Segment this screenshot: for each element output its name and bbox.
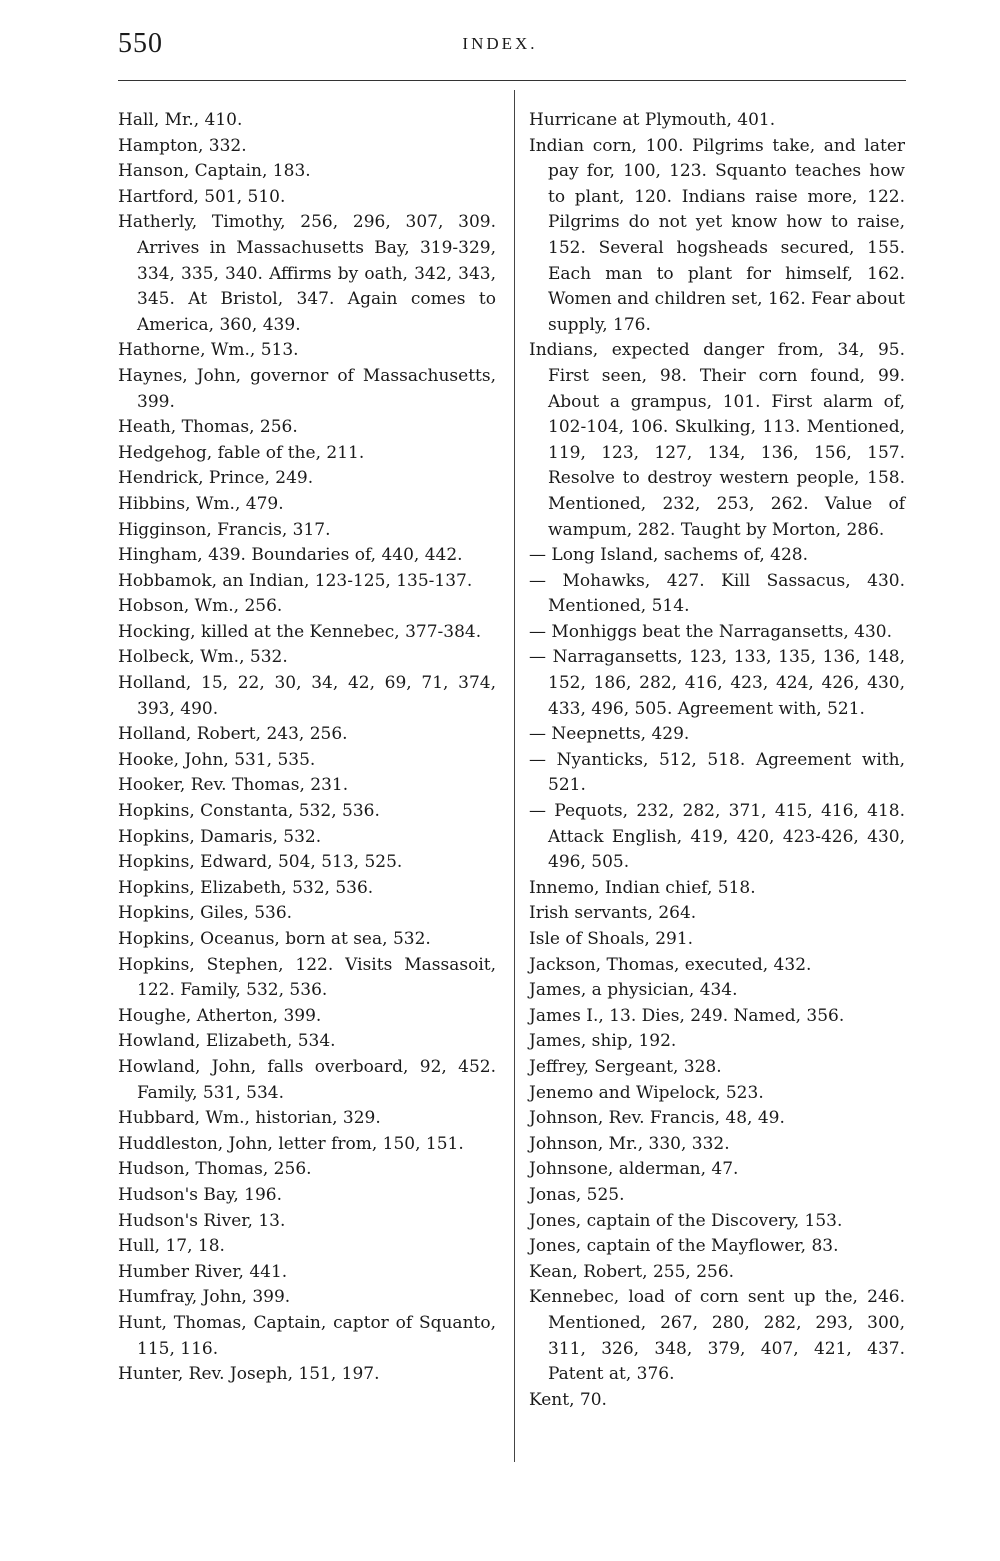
index-entry: Hobbamok, an Indian, 123-125, 135-137.	[118, 570, 473, 591]
index-entry: Hopkins, Giles, 536.	[118, 903, 293, 924]
index-entry: — Nyanticks, 512, 518. Agreement with, 521.	[529, 749, 905, 796]
index-entry: Johnsone, alderman, 47.	[529, 1159, 739, 1180]
index-entry: Heath, Thomas, 256.	[118, 417, 298, 438]
index-entry: Hopkins, Elizabeth, 532, 536.	[118, 877, 374, 898]
index-entry: Hooker, Rev. Thomas, 231.	[118, 775, 349, 796]
index-entry: — Monhiggs beat the Narragansetts, 430.	[529, 621, 893, 642]
index-entry: Hudson's River, 13.	[118, 1210, 286, 1231]
index-entry: Howland, Elizabeth, 534.	[118, 1031, 336, 1052]
index-entry: Hopkins, Oceanus, born at sea, 532.	[118, 929, 431, 949]
index-entry: Humfray, John, 399.	[118, 1287, 291, 1308]
index-entry: Hall, Mr., 410.	[118, 110, 243, 130]
index-entry: — Narragansetts, 123, 133, 135, 136, 148, 152, 186, 282, 416, 423, 424, 426, 430, 433, 496, 505. Agreement with, 521.	[529, 647, 905, 719]
index-entry: Hooke, John, 531, 535.	[118, 749, 316, 770]
index-entry: Hobson, Wm., 256.	[118, 596, 283, 617]
index-entry: — Mohawks, 427. Kill Sassacus, 430. Mentioned, 514.	[529, 570, 905, 617]
index-entry: Hunt, Thomas, Captain, captor of Squanto, 115, 116.	[118, 1312, 496, 1359]
index-entry: Hampton, 332.	[118, 135, 247, 156]
index-entry: Hedgehog, fable of the, 211.	[118, 442, 365, 463]
index-entry: Kennebec, load of corn sent up the, 246. Mentioned, 267, 280, 282, 293, 300, 311, 326, 348, 379, 407, 421, 437. Patent at, 376.	[529, 1287, 905, 1385]
page-number: 550	[118, 28, 163, 59]
index-entry: James, ship, 192.	[529, 1031, 677, 1052]
index-entry: Hudson, Thomas, 256.	[118, 1159, 312, 1180]
index-entry: Hibbins, Wm., 479.	[118, 493, 284, 514]
index-entry: — Pequots, 232, 282, 371, 415, 416, 418. Attack English, 419, 420, 423-426, 430, 496, 505.	[529, 801, 905, 873]
index-entry: James, a physician, 434.	[529, 980, 738, 1001]
index-entry: Jones, captain of the Discovery, 153.	[529, 1210, 843, 1231]
index-entry: Holbeck, Wm., 532.	[118, 647, 288, 668]
index-entry: Hartford, 501, 510.	[118, 186, 286, 207]
index-entry: Hanson, Captain, 183.	[118, 161, 311, 182]
index-entry: Innemo, Indian chief, 518.	[529, 877, 756, 898]
index-entry: Hathorne, Wm., 513.	[118, 340, 299, 361]
index-entry: Hopkins, Damaris, 532.	[118, 826, 322, 847]
header-rule	[118, 80, 906, 81]
index-entry: Irish servants, 264.	[529, 903, 697, 924]
index-entry: — Long Island, sachems of, 428.	[529, 545, 809, 566]
index-entry: Jones, captain of the Mayflower, 83.	[529, 1236, 839, 1257]
index-entry: Hendrick, Prince, 249.	[118, 468, 314, 489]
index-entry: James I., 13. Dies, 249. Named, 356.	[529, 1005, 845, 1026]
index-entry: Jackson, Thomas, executed, 432.	[529, 954, 812, 975]
index-entry: Jeffrey, Sergeant, 328.	[529, 1056, 722, 1077]
index-entry: Holland, 15, 22, 30, 34, 42, 69, 71, 374, 393, 490.	[118, 673, 496, 719]
index-entry: Huddleston, John, letter from, 150, 151.	[118, 1133, 464, 1154]
index-entry: Hopkins, Stephen, 122. Visits Massasoit, 122. Family, 532, 536.	[118, 954, 496, 1001]
index-entry: Humber River, 441.	[118, 1261, 288, 1282]
index-entry: Howland, John, falls overboard, 92, 452. Family, 531, 534.	[118, 1056, 496, 1103]
index-entry: Isle of Shoals, 291.	[529, 929, 694, 949]
index-entry: Hopkins, Edward, 504, 513, 525.	[118, 852, 403, 873]
index-left-column	[118, 108, 496, 1388]
index-entry: Hocking, killed at the Kennebec, 377-384.	[118, 621, 482, 642]
index-right-column	[529, 108, 905, 1413]
index-entry: Houghe, Atherton, 399.	[118, 1005, 322, 1026]
index-entry: Jenemo and Wipelock, 523.	[529, 1082, 764, 1103]
index-entry: Hull, 17, 18.	[118, 1236, 225, 1257]
index-entry: Hudson's Bay, 196.	[118, 1184, 282, 1205]
index-entry: Kean, Robert, 255, 256.	[529, 1261, 735, 1282]
index-entry: — Neepnetts, 429.	[529, 724, 690, 745]
index-entry: Jonas, 525.	[529, 1184, 625, 1205]
column-divider	[514, 90, 515, 1462]
index-entry: Indians, expected danger from, 34, 95. First seen, 98. Their corn found, 99. About a grampus, 101. First alarm of, 102-104, 106. Skulking, 113. Mentioned, 119, 123, 127, 134, 136, 156, 157. Resolve to destroy western people, 158. Mentioned, 232, 253, 262. Value of wampum, 282. Taught by Morton, 286.	[529, 340, 905, 540]
index-entry: Haynes, John, governor of Massachusetts, 399.	[118, 365, 496, 412]
index-entry: Hatherly, Timothy, 256, 296, 307, 309. Arrives in Massachusetts Bay, 319-329, 334, 335, 340. Affirms by oath, 342, 343, 345. At Bristol, 347. Again comes to America, 360, 439.	[118, 212, 496, 335]
index-entry: Hurricane at Plymouth, 401.	[529, 110, 776, 130]
index-entry: Holland, Robert, 243, 256.	[118, 724, 348, 745]
index-entry: Hopkins, Constanta, 532, 536.	[118, 801, 380, 822]
index-entry: Indian corn, 100. Pilgrims take, and later pay for, 100, 123. Squanto teaches how to plant, 120. Indians raise more, 122. Pilgrims do not yet know how to raise, 152. Several hogsheads secured, 155. Each man to plant for himself, 162. Women and children set, 162. Fear about supply, 176.	[529, 135, 905, 335]
index-entry: Kent, 70.	[529, 1389, 607, 1410]
index-entry: Johnson, Mr., 330, 332.	[529, 1133, 730, 1154]
index-entry: Johnson, Rev. Francis, 48, 49.	[529, 1108, 785, 1129]
index-entry: Hunter, Rev. Joseph, 151, 197.	[118, 1364, 380, 1385]
index-entry: Hubbard, Wm., historian, 329.	[118, 1108, 381, 1129]
index-entry: Hingham, 439. Boundaries of, 440, 442.	[118, 545, 463, 566]
running-head: INDEX.	[462, 34, 538, 53]
index-entry: Higginson, Francis, 317.	[118, 519, 331, 540]
